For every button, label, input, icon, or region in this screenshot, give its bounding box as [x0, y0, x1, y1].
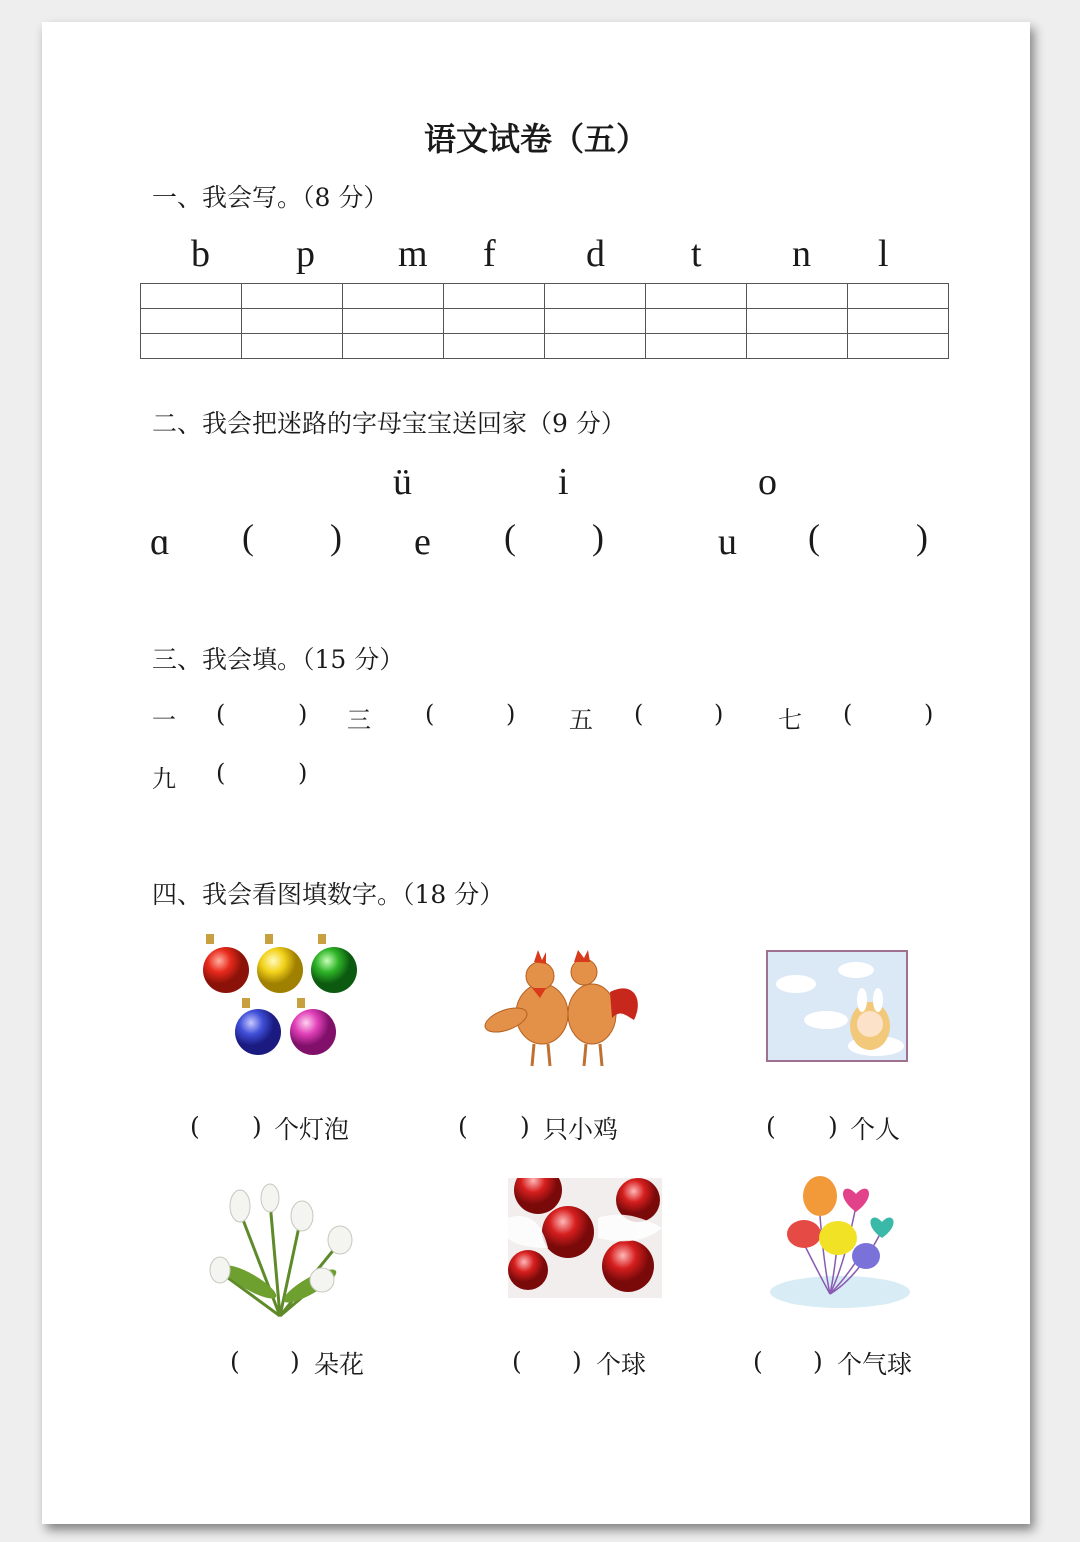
- letter-t: t: [691, 233, 702, 275]
- christmas-ornaments-picture: [192, 930, 368, 1060]
- open-paren: (: [216, 759, 226, 787]
- open-paren: (: [425, 700, 435, 728]
- label-flowers: 朵花: [314, 1350, 365, 1379]
- letter-e: e: [414, 521, 431, 563]
- label-balloons: 个气球: [837, 1350, 913, 1379]
- letter-n: n: [792, 233, 811, 275]
- answer-close-paren: ): [813, 1347, 823, 1376]
- letter-u: u: [718, 521, 737, 563]
- close-paren: ): [592, 517, 604, 557]
- label-chicks: 只小鸡: [543, 1115, 619, 1144]
- letter-a: ɑ: [150, 521, 170, 563]
- number-three: 三: [347, 706, 371, 734]
- answer-open-paren[interactable]: (: [512, 1347, 522, 1376]
- close-paren: ): [298, 700, 308, 728]
- tulips-picture: [200, 1182, 360, 1318]
- answer-close-paren: ): [572, 1347, 582, 1376]
- open-paren: (: [843, 700, 853, 728]
- letter-u-umlaut: ü: [393, 461, 412, 503]
- letter-p: p: [296, 233, 315, 275]
- writing-grid[interactable]: [140, 283, 949, 359]
- open-paren: (: [634, 700, 644, 728]
- letter-o: o: [758, 461, 777, 503]
- open-paren: (: [216, 700, 226, 728]
- number-one: 一: [152, 706, 176, 734]
- section-3-heading: 三、我会填。（15 分）: [152, 645, 405, 674]
- section-4-heading: 四、我会看图填数字。（18 分）: [152, 880, 505, 909]
- section-2-heading: 二、我会把迷路的字母宝宝送回家（9 分）: [152, 409, 626, 438]
- label-people: 个人: [850, 1115, 901, 1144]
- answer-open-paren[interactable]: (: [753, 1347, 763, 1376]
- close-paren: ): [298, 759, 308, 787]
- close-paren: ): [714, 700, 724, 728]
- number-nine: 九: [152, 765, 176, 793]
- open-paren: (: [504, 517, 516, 557]
- answer-close-paren: ): [828, 1112, 838, 1141]
- answer-close-paren: ): [252, 1112, 262, 1141]
- letter-d: d: [586, 233, 605, 275]
- answer-open-paren[interactable]: (: [230, 1347, 240, 1376]
- cartoon-girl-picture: [766, 950, 908, 1062]
- label-light-bulbs: 个灯泡: [274, 1115, 350, 1144]
- close-paren: ): [330, 517, 342, 557]
- page-title: 语文试卷（五）: [424, 120, 649, 158]
- label-balls: 个球: [596, 1350, 647, 1379]
- red-balls-picture: [508, 1178, 662, 1298]
- number-seven: 七: [778, 706, 802, 734]
- close-paren: ): [506, 700, 516, 728]
- answer-close-paren: ): [520, 1112, 530, 1141]
- answer-open-paren[interactable]: (: [190, 1112, 200, 1141]
- close-paren: ): [916, 517, 928, 557]
- balloons-picture: [764, 1176, 916, 1310]
- letter-i: i: [558, 461, 569, 503]
- answer-open-paren[interactable]: (: [458, 1112, 468, 1141]
- answer-close-paren: ): [290, 1347, 300, 1376]
- open-paren: (: [808, 517, 820, 557]
- section-1-heading: 一、我会写。（8 分）: [152, 183, 389, 212]
- letter-m: m: [398, 233, 428, 275]
- open-paren: (: [242, 517, 254, 557]
- close-paren: ): [924, 700, 934, 728]
- answer-open-paren[interactable]: (: [766, 1112, 776, 1141]
- number-five: 五: [569, 706, 593, 734]
- letter-l: l: [878, 233, 889, 275]
- roosters-picture: [484, 940, 648, 1076]
- letter-b: b: [191, 233, 210, 275]
- letter-f: f: [483, 233, 496, 275]
